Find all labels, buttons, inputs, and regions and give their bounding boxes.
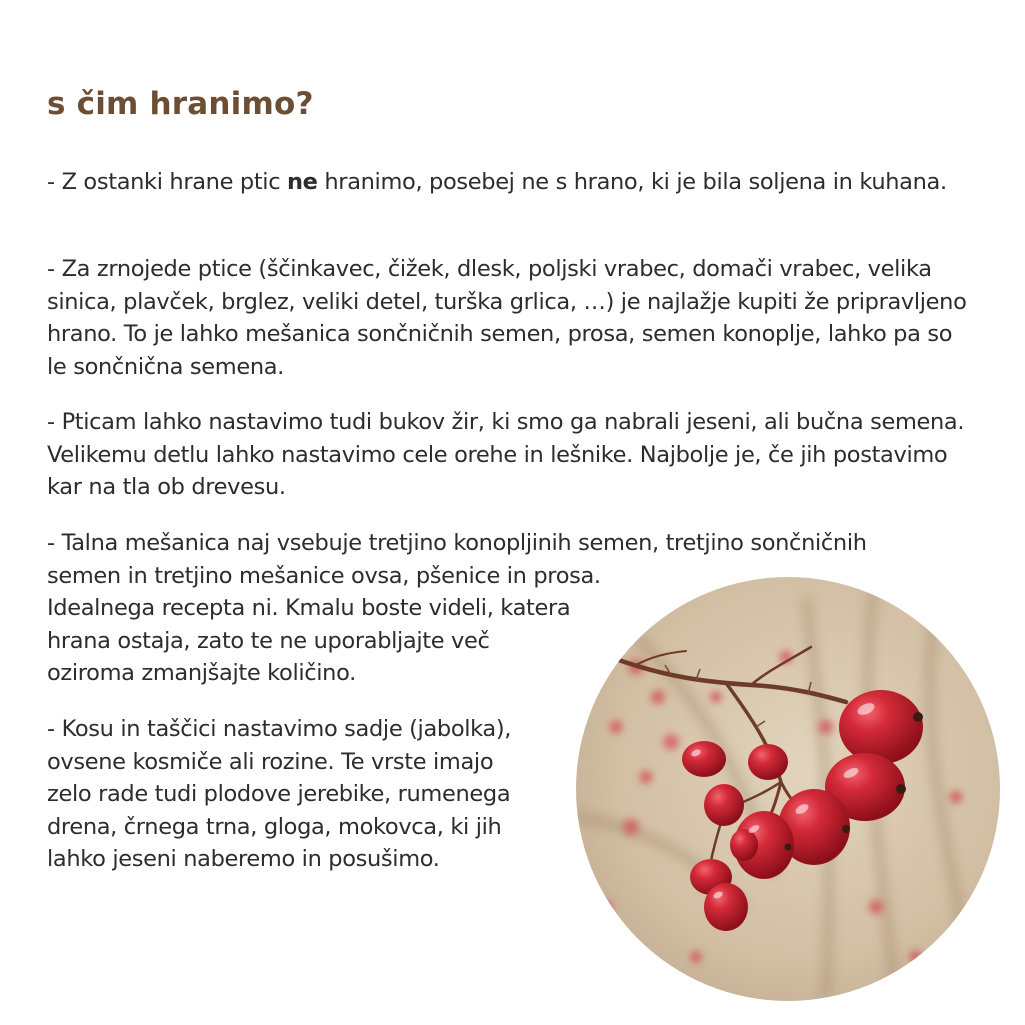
paragraph-nuts: - Pticam lahko nastavimo tudi bukov žir, ki smo ga nabrali jeseni, ali bučna semena. Velikemu detlu lahko nastavimo cele orehe in lešnike. Najbolje je, če jih postavimo kar na tla ob drevesu. <box>47 409 965 500</box>
ground-mix-line: Idealnega recepta ni. Kmalu boste videli, katera <box>47 595 571 621</box>
berry <box>704 784 744 826</box>
berry <box>839 690 923 764</box>
berry <box>682 741 726 777</box>
ground-mix-line: - Talna mešanica naj vsebuje tretjino konopljinih semen, tretjino sončničnih <box>47 530 867 556</box>
page-title: s čim hranimo? <box>47 86 314 122</box>
ground-mix-line: semen in tretjino mešanice ovsa, pšenice in prosa. <box>47 562 601 589</box>
fruit-line: drena, črnega trna, gloga, mokovca, ki jih <box>47 813 502 840</box>
berry <box>748 744 788 780</box>
berry <box>704 883 748 931</box>
berry <box>730 829 758 861</box>
paragraph-leftovers-text-start: - Z ostanki hrane ptic <box>47 169 288 195</box>
emphasis-ne: ne <box>287 169 318 195</box>
ground-mix-line: oziroma zmanjšajte količino. <box>47 660 356 686</box>
hawthorn-berries-photo <box>576 577 1000 1001</box>
fruit-line: lahko jeseni naberemo in posušimo. <box>47 846 440 872</box>
fruit-line: zelo rade tudi plodove jerebike, rumenega <box>47 781 511 807</box>
paragraph-leftovers-text-end: hranimo, posebej ne s hrano, ki je bila soljena in kuhana. <box>317 169 947 195</box>
paragraph-leftovers <box>47 166 977 199</box>
paragraph-seed-eaters: - Za zrnojede ptice (ščinkavec, čižek, dlesk, poljski vrabec, domači vrabec, velika sinica, plavček, brglez, veliki detel, turška grlica, …) je najlažje kupiti že pripravljeno hrano. To je lahko mešanica sončničnih semen, prosa, semen konoplje, lahko pa so le sončnična semena. <box>47 256 967 380</box>
ground-mix-line: hrana ostaja, zato te ne uporabljajte več <box>47 627 490 654</box>
paragraph-fruit <box>47 713 607 876</box>
fruit-line: ovsene kosmiče ali rozine. Te vrste imajo <box>47 748 494 775</box>
fruit-line: - Kosu in taščici nastavimo sadje (jabolka), <box>47 716 512 742</box>
